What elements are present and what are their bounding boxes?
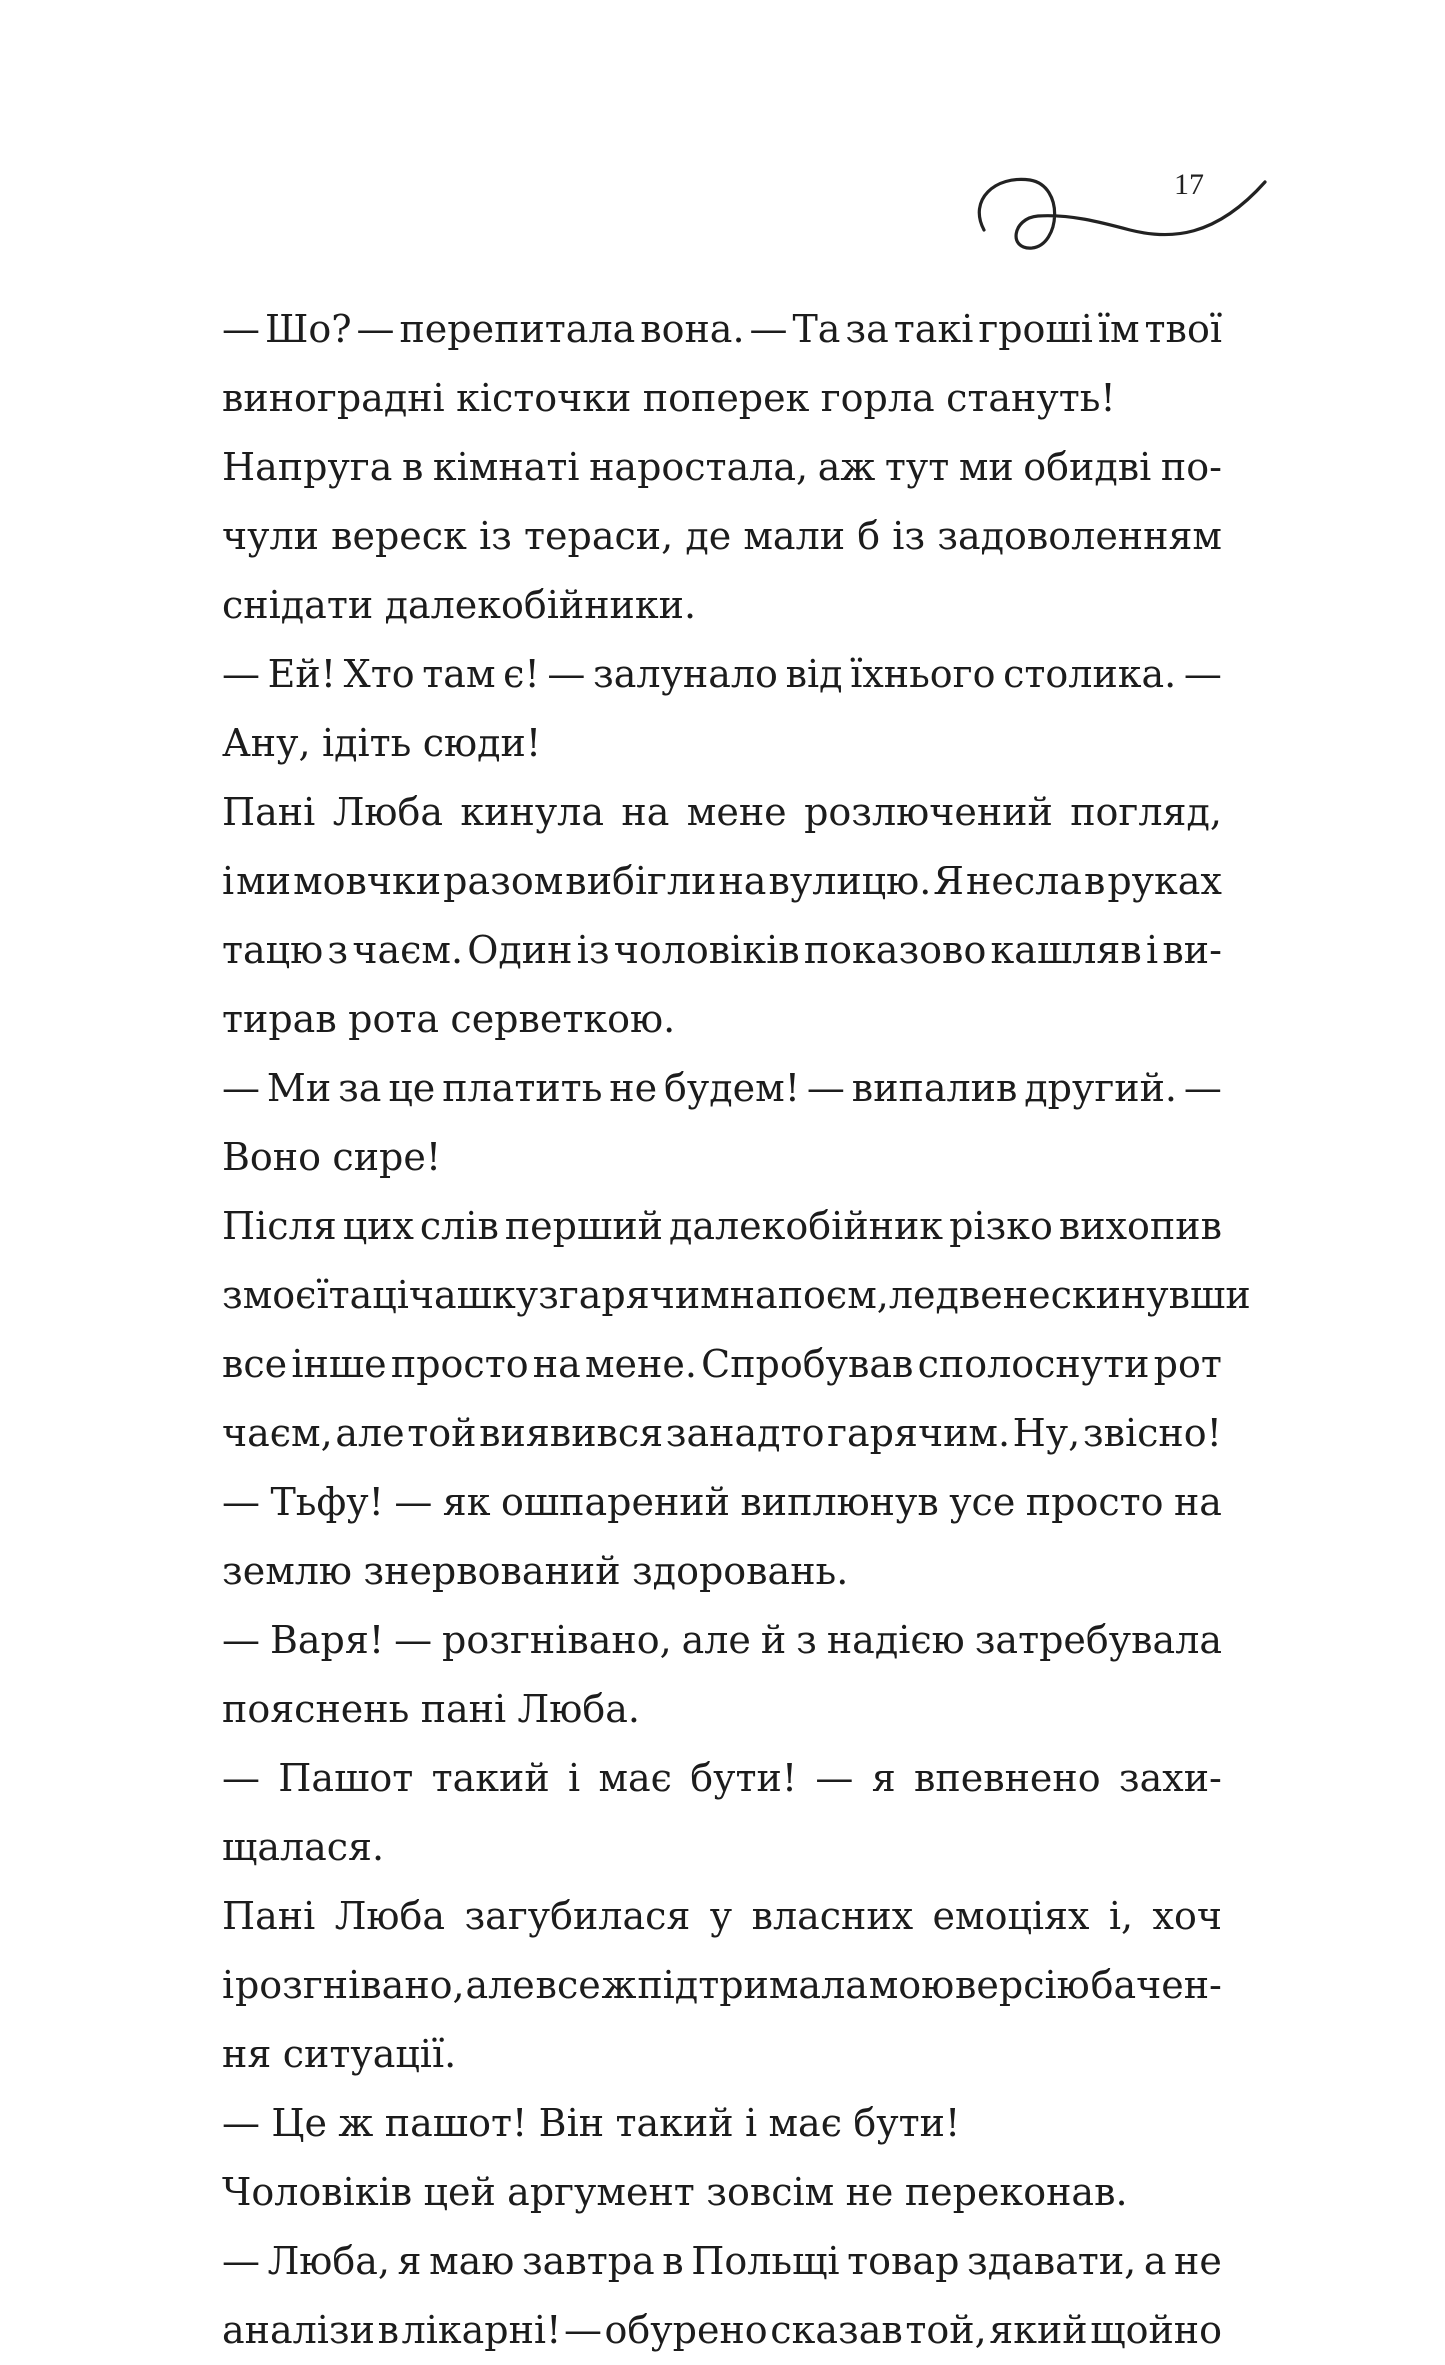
text-line: Напруга в кімнаті наростала, аж тут ми обидві по- [222,445,1222,489]
body-text [222,295,1251,2365]
text-line: Ану, ідіть сюди! [222,721,542,765]
text-line: з моєї таці чашку з гарячим напоєм, ледве не скинувши [222,1273,1251,1317]
text-line: Чоловіків цей аргумент зовсім не переконав. [222,2170,1128,2214]
text-line: тацю з чаєм. Один із чоловіків показово кашляв і ви- [222,928,1222,972]
text-line: чаєм, але той виявився занадто гарячим. Ну, звісно! [222,1411,1222,1455]
text-line: Після цих слів перший далекобійник різко вихопив [222,1204,1222,1248]
text-line: — Варя! — розгнівано, але й з надією затребувала [222,1618,1222,1662]
text-line: — Шо? — перепитала вона. — Та за такі гроші їм твої [222,307,1222,351]
text-line: — Пашот такий і має бути! — я впевнено захи- [222,1756,1222,1800]
text-line: землю знервований здоровань. [222,1549,849,1593]
text-line: і розгнівано, але все ж підтримала мою версію бачен- [222,1963,1222,2007]
text-line: пояснень пані Люба. [222,1687,640,1731]
text-line: і ми мовчки разом вибігли на вулицю. Я несла в руках [222,859,1222,903]
text-line: Воно сире! [222,1135,442,1179]
text-line: Пані Люба загубилася у власних емоціях і, хоч [222,1894,1222,1938]
text-line: — Люба, я маю завтра в Польщі товар здавати, а не [222,2239,1222,2283]
text-line: Пані Люба кинула на мене розлючений погляд, [222,790,1222,834]
text-line: — Ей! Хто там є! — залунало від їхнього столика. — [222,652,1222,696]
text-line: — Ми за це платить не будем! — випалив другий. — [222,1066,1222,1110]
text-line: — Це ж пашот! Він такий і має бути! [222,2101,961,2145]
text-line: все інше просто на мене. Спробував сполоснути рот [222,1342,1222,1386]
text-line: ня ситуації. [222,2032,457,2076]
text-line: чули вереск із тераси, де мали б із задоволенням [222,514,1222,558]
page-number: 17 [1174,168,1204,201]
text-line: аналізи в лікарні! — обурено сказав той, який щойно [222,2308,1222,2352]
text-line: — Тьфу! — як ошпарений виплюнув усе просто на [222,1480,1222,1524]
text-line: снідати далекобійники. [222,583,697,627]
text-line: виноградні кісточки поперек горла стануть! [222,376,1116,420]
text-line: щалася. [222,1825,385,1869]
text-line: тирав рота серветкою. [222,997,676,1041]
decorative-swirl-icon [970,160,1270,260]
